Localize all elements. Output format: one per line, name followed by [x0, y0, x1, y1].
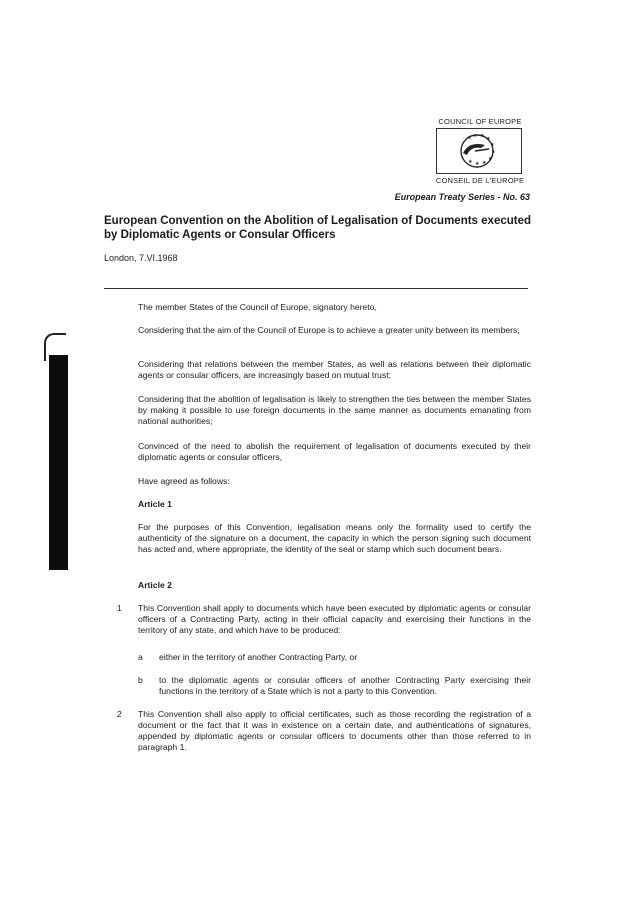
article-1-heading: Article 1 — [138, 499, 172, 509]
article-1-text: For the purposes of this Convention, legalisation means only the formality used to certify the authenticity of the signature on a document, the capacity in which the person signing such document has acted and, where appropriate, the identity of the seal or stamp which such document bears. — [138, 522, 531, 554]
svg-text:★: ★ — [475, 161, 480, 167]
document-title: European Convention on the Abolition of Legalisation of Documents executed by Diplomatic Agents or Consular Officers — [104, 215, 532, 241]
article-2-paragraph-1: This Convention shall apply to documents which have been executed by diplomatic agents or consular officers of a Contracting Party, acting in their official capacity and exercising their functions in the territory of any state, and which have to be produced: — [138, 603, 531, 635]
svg-text:★: ★ — [482, 160, 487, 166]
sub-item-letter: a — [138, 652, 143, 662]
article-2-item-b: to the diplomatic agents or consular officers of another Contracting Party exercising their functions in the territory of a State which is not a party to this Convention. — [159, 675, 531, 696]
preamble-0: The member States of the Council of Europe, signatory hereto, — [138, 302, 377, 312]
article-2-heading: Article 2 — [138, 580, 172, 590]
svg-text:★: ★ — [488, 156, 493, 162]
preamble-2: Considering that relations between the member States, as well as relations between their diplomatic agents or consular officers, are increasingly based on mutual trust; — [138, 359, 531, 380]
paragraph-number: 1 — [117, 603, 122, 613]
preamble-3: Considering that the abolition of legalisation is likely to strengthen the ties between the member States by making it possible to use foreign documents in the same manner as documents emanating from national authorities; — [138, 394, 531, 426]
svg-text:★: ★ — [486, 136, 491, 142]
preamble-4: Convinced of the need to abolish the requirement of legalisation of documents executed by their diplomatic agents or consular officers, — [138, 441, 531, 462]
svg-text:★: ★ — [480, 133, 485, 139]
preamble-5: Have agreed as follows: — [138, 476, 230, 486]
article-2-item-a: either in the territory of another Contracting Party, or — [159, 652, 358, 662]
org-name-en: COUNCIL OF EUROPE — [438, 117, 522, 126]
paragraph-number: 2 — [117, 709, 122, 719]
svg-text:★: ★ — [491, 149, 496, 155]
svg-text:★: ★ — [473, 133, 478, 139]
sub-item-letter: b — [138, 675, 143, 685]
treaty-series: European Treaty Series - No. 63 — [394, 192, 530, 202]
svg-text:★: ★ — [468, 159, 473, 165]
svg-text:★: ★ — [467, 135, 472, 141]
place-date: London, 7.VI.1968 — [104, 253, 178, 263]
scan-artifact-bar — [49, 355, 68, 570]
svg-text:★: ★ — [490, 142, 495, 148]
article-2-paragraph-2: This Convention shall also apply to official certificates, such as those recording the registration of a document or the fact that it was in existence on a certain date, and authentications of signatures, appended by diplomatic agents or consular officers to documents other than those referred to in paragraph 1. — [138, 709, 531, 752]
preamble-1: Considering that the aim of the Council of Europe is to achieve a greater unity between its members; — [138, 325, 520, 335]
org-name-fr: CONSEIL DE L'EUROPE — [435, 176, 525, 185]
council-of-europe-emblem-icon — [436, 128, 522, 174]
divider — [104, 288, 528, 289]
